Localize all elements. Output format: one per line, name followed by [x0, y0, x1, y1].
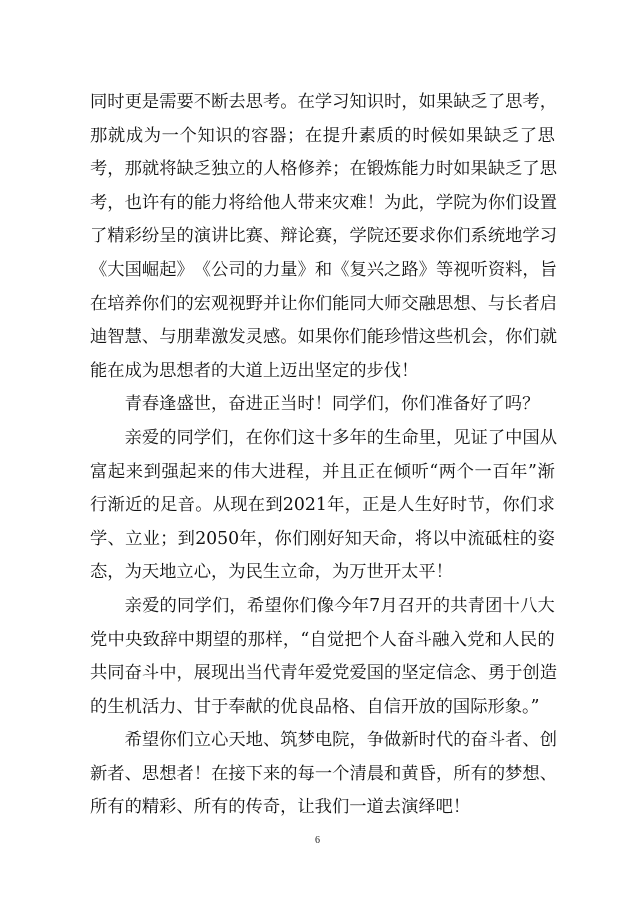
- text-line: 富 起 来 到 强 起 来 的 伟 大 进 程 ， 并 且 正 在 倾 听 “ 两 个 一 百 年 ” 渐: [90, 461, 555, 482]
- text-line: 新 者 、 思 想 者 ！ 在 接 下 来 的 每 一 个 清 晨 和 黄 昏 ， 所 有 的 梦 想 、: [90, 763, 558, 784]
- text-line: 亲 爱 的 同 学 们 ， 希 望 你 们 像 今 年 7 月 召 开 的 共 青 团 十 八 大: [124, 595, 555, 616]
- text-line: 《 大 国 崛 起 》 《 公 司 的 力 量 》 和 《 复 兴 之 路 》 等 视 听 资 料 ， 旨: [90, 259, 558, 280]
- text-line: 青春逢盛世，奋进正当时！同学们，你们准备好了吗？: [124, 394, 540, 415]
- text-line: 考 ， 也 许 有 的 能 力 将 给 他 人 带 来 灾 难 ！ 为 此 ， 学 院 为 你 们 设 置: [90, 192, 558, 213]
- text-line: 态，为天地立心，为民生立命，为万世开太平！: [90, 562, 453, 583]
- text-line: 学 、 立 业 ； 到 2050 年 ， 你 们 刚 好 知 天 命 ， 将 以 中 流 砥 柱 的 姿: [90, 528, 555, 549]
- text-line: 考 ， 那 就 将 缺 乏 独 立 的 人 格 修 养 ； 在 锻 炼 能 力 时 如 果 缺 乏 了 思: [90, 159, 558, 180]
- page-number: 6: [315, 835, 320, 846]
- text-line: 迪 智 慧 、 与 朋 辈 激 发 灵 感 。 如 果 你 们 能 珍 惜 这 些 机 会 ， 你 们 就: [90, 327, 558, 348]
- text-line: 行 渐 近 的 足 音 。 从 现 在 到 2021 年 ， 正 是 人 生 好 时 节 ， 你 们 求: [90, 495, 555, 516]
- text-line: 党 中 央 致 辞 中 期 望 的 那 样 ， “ 自 觉 把 个 人 奋 斗 融 入 党 和 人 民 的: [90, 629, 555, 650]
- text-line: 共 同 奋 斗 中 ， 展 现 出 当 代 青 年 爱 党 爱 国 的 坚 定 信 念 、 勇 于 创 造: [90, 663, 558, 684]
- text-line: 在 培 养 你 们 的 宏 观 视 野 并 让 你 们 能 同 大 师 交 融 思 想 、 与 长 者 启: [90, 293, 558, 314]
- text-line: 亲 爱 的 同 学 们 ， 在 你 们 这 十 多 年 的 生 命 里 ， 见 证 了 中 国 从: [124, 427, 558, 448]
- text-line: 那 就 成 为 一 个 知 识 的 容 器 ； 在 提 升 素 质 的 时 候 如 果 缺 乏 了 思: [90, 125, 555, 146]
- text-line: 希 望 你 们 立 心 天 地 、 筑 梦 电 院 ， 争 做 新 时 代 的 奋 斗 者 、 创: [124, 730, 558, 751]
- body-text: [90, 86, 558, 825]
- text-line: 的生机活力、甘于奉献的优良品格、自信开放的国际形象。”: [90, 696, 540, 717]
- text-line: 所有的精彩、所有的传奇，让我们一道去演绎吧！: [90, 797, 471, 818]
- text-line: 能在成为思想者的大道上迈出坚定的步伐！: [90, 360, 419, 381]
- text-line: 同 时 更 是 需 要 不 断 去 思 考 。 在 学 习 知 识 时 ， 如 果 缺 乏 了 思 考 ，: [90, 92, 558, 112]
- text-line: 了 精 彩 纷 呈 的 演 讲 比 赛 、 辩 论 赛 ， 学 院 还 要 求 你 们 系 统 地 学 习: [90, 226, 558, 247]
